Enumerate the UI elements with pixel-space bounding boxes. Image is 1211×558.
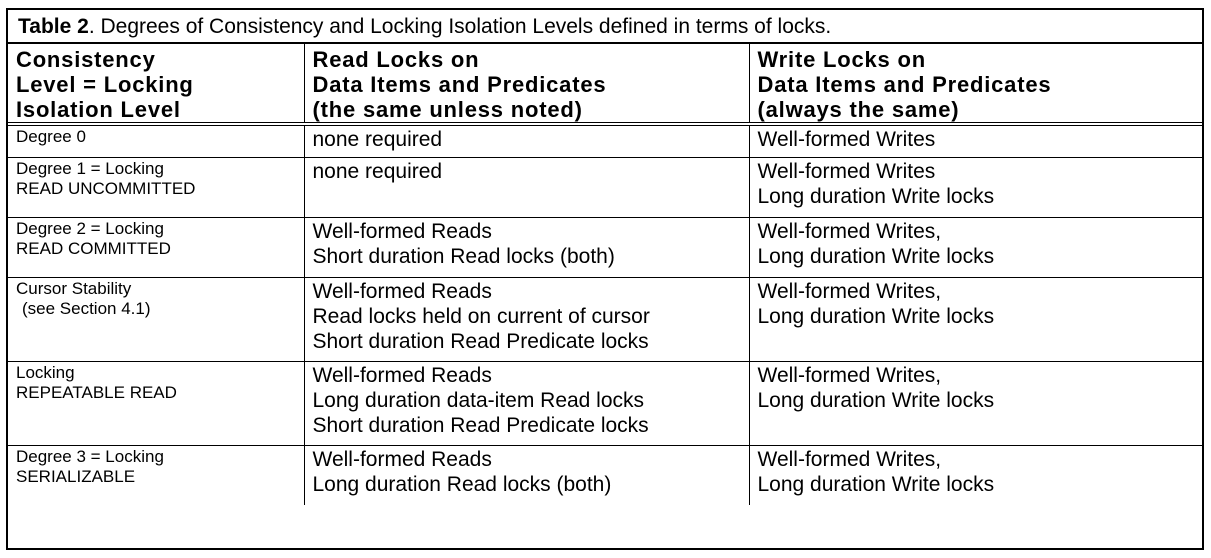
table-frame xyxy=(6,8,1204,550)
table-row xyxy=(8,218,1202,278)
isolation-levels-table xyxy=(8,44,1202,505)
read-locks-cell xyxy=(304,158,749,218)
write-lock-line: Well-formed Writes xyxy=(757,128,936,151)
read-lock-line: Well-formed Reads xyxy=(312,280,492,303)
read-lock-line: Read locks held on current of cursor xyxy=(312,305,650,328)
write-lock-line: Long duration Write locks xyxy=(757,245,995,268)
write-locks-cell xyxy=(749,446,1202,506)
read-lock-line: Long duration Read locks (both) xyxy=(312,473,612,496)
level-line: SERIALIZABLE xyxy=(16,467,136,486)
level-line: REPEATABLE READ xyxy=(16,383,177,402)
read-lock-line: Well-formed Reads xyxy=(312,364,492,387)
read-lock-line: Well-formed Reads xyxy=(312,220,492,243)
table-row xyxy=(8,446,1202,506)
level-line: Cursor Stability xyxy=(16,279,132,298)
write-lock-line: Long duration Write locks xyxy=(757,305,995,328)
header-line: Data Items and Predicates xyxy=(757,72,1052,97)
level-line: Degree 0 xyxy=(16,127,86,146)
header-line: Write Locks on xyxy=(757,47,926,72)
write-lock-line: Long duration Write locks xyxy=(757,473,995,496)
table-row xyxy=(8,124,1202,158)
caption-label: Table 2 xyxy=(18,15,89,38)
read-lock-line: none required xyxy=(312,128,443,151)
read-lock-line: none required xyxy=(312,160,443,183)
table-caption xyxy=(8,10,1202,44)
read-lock-line: Short duration Read Predicate locks xyxy=(312,414,649,437)
level-line: Degree 2 = Locking xyxy=(16,219,164,238)
header-row xyxy=(8,44,1202,124)
header-write-locks xyxy=(749,44,1202,124)
write-lock-line: Well-formed Writes, xyxy=(757,364,942,387)
level-line: Locking xyxy=(16,363,75,382)
level-cell xyxy=(8,362,304,446)
read-lock-line: Well-formed Reads xyxy=(312,448,492,471)
header-line: Data Items and Predicates xyxy=(312,72,607,97)
write-locks-cell xyxy=(749,218,1202,278)
level-line: Degree 1 = Locking xyxy=(16,159,164,178)
write-lock-line: Well-formed Writes, xyxy=(757,280,942,303)
table-row xyxy=(8,278,1202,362)
write-locks-cell xyxy=(749,124,1202,158)
level-cell xyxy=(8,278,304,362)
level-cell xyxy=(8,158,304,218)
header-line: Consistency xyxy=(16,47,156,72)
level-line: READ COMMITTED xyxy=(16,239,171,258)
header-line: (the same unless noted) xyxy=(312,97,583,122)
write-lock-line: Well-formed Writes, xyxy=(757,448,942,471)
header-line: Level = Locking xyxy=(16,72,194,97)
caption-text: . Degrees of Consistency and Locking Isolation Levels defined in terms of locks. xyxy=(88,15,832,38)
read-lock-line: Short duration Read Predicate locks xyxy=(312,330,649,353)
table-row xyxy=(8,362,1202,446)
level-line: (see Section 4.1) xyxy=(22,299,151,318)
read-locks-cell xyxy=(304,362,749,446)
write-lock-line: Well-formed Writes, xyxy=(757,220,942,243)
write-locks-cell xyxy=(749,278,1202,362)
level-line: READ UNCOMMITTED xyxy=(16,179,196,198)
header-consistency-level xyxy=(8,44,304,124)
header-line: (always the same) xyxy=(757,97,960,122)
header-line: Read Locks on xyxy=(312,47,480,72)
level-cell xyxy=(8,446,304,506)
header-read-locks xyxy=(304,44,749,124)
write-lock-line: Well-formed Writes xyxy=(757,160,936,183)
header-line: Isolation Level xyxy=(16,97,181,122)
read-lock-line: Long duration data-item Read locks xyxy=(312,389,645,412)
write-lock-line: Long duration Write locks xyxy=(757,389,995,412)
read-locks-cell xyxy=(304,218,749,278)
read-locks-cell xyxy=(304,278,749,362)
level-cell xyxy=(8,218,304,278)
write-locks-cell xyxy=(749,158,1202,218)
read-locks-cell xyxy=(304,446,749,506)
table-row xyxy=(8,158,1202,218)
level-line: Degree 3 = Locking xyxy=(16,447,164,466)
write-lock-line: Long duration Write locks xyxy=(757,185,995,208)
write-locks-cell xyxy=(749,362,1202,446)
read-lock-line: Short duration Read locks (both) xyxy=(312,245,615,268)
read-locks-cell xyxy=(304,124,749,158)
level-cell xyxy=(8,124,304,158)
